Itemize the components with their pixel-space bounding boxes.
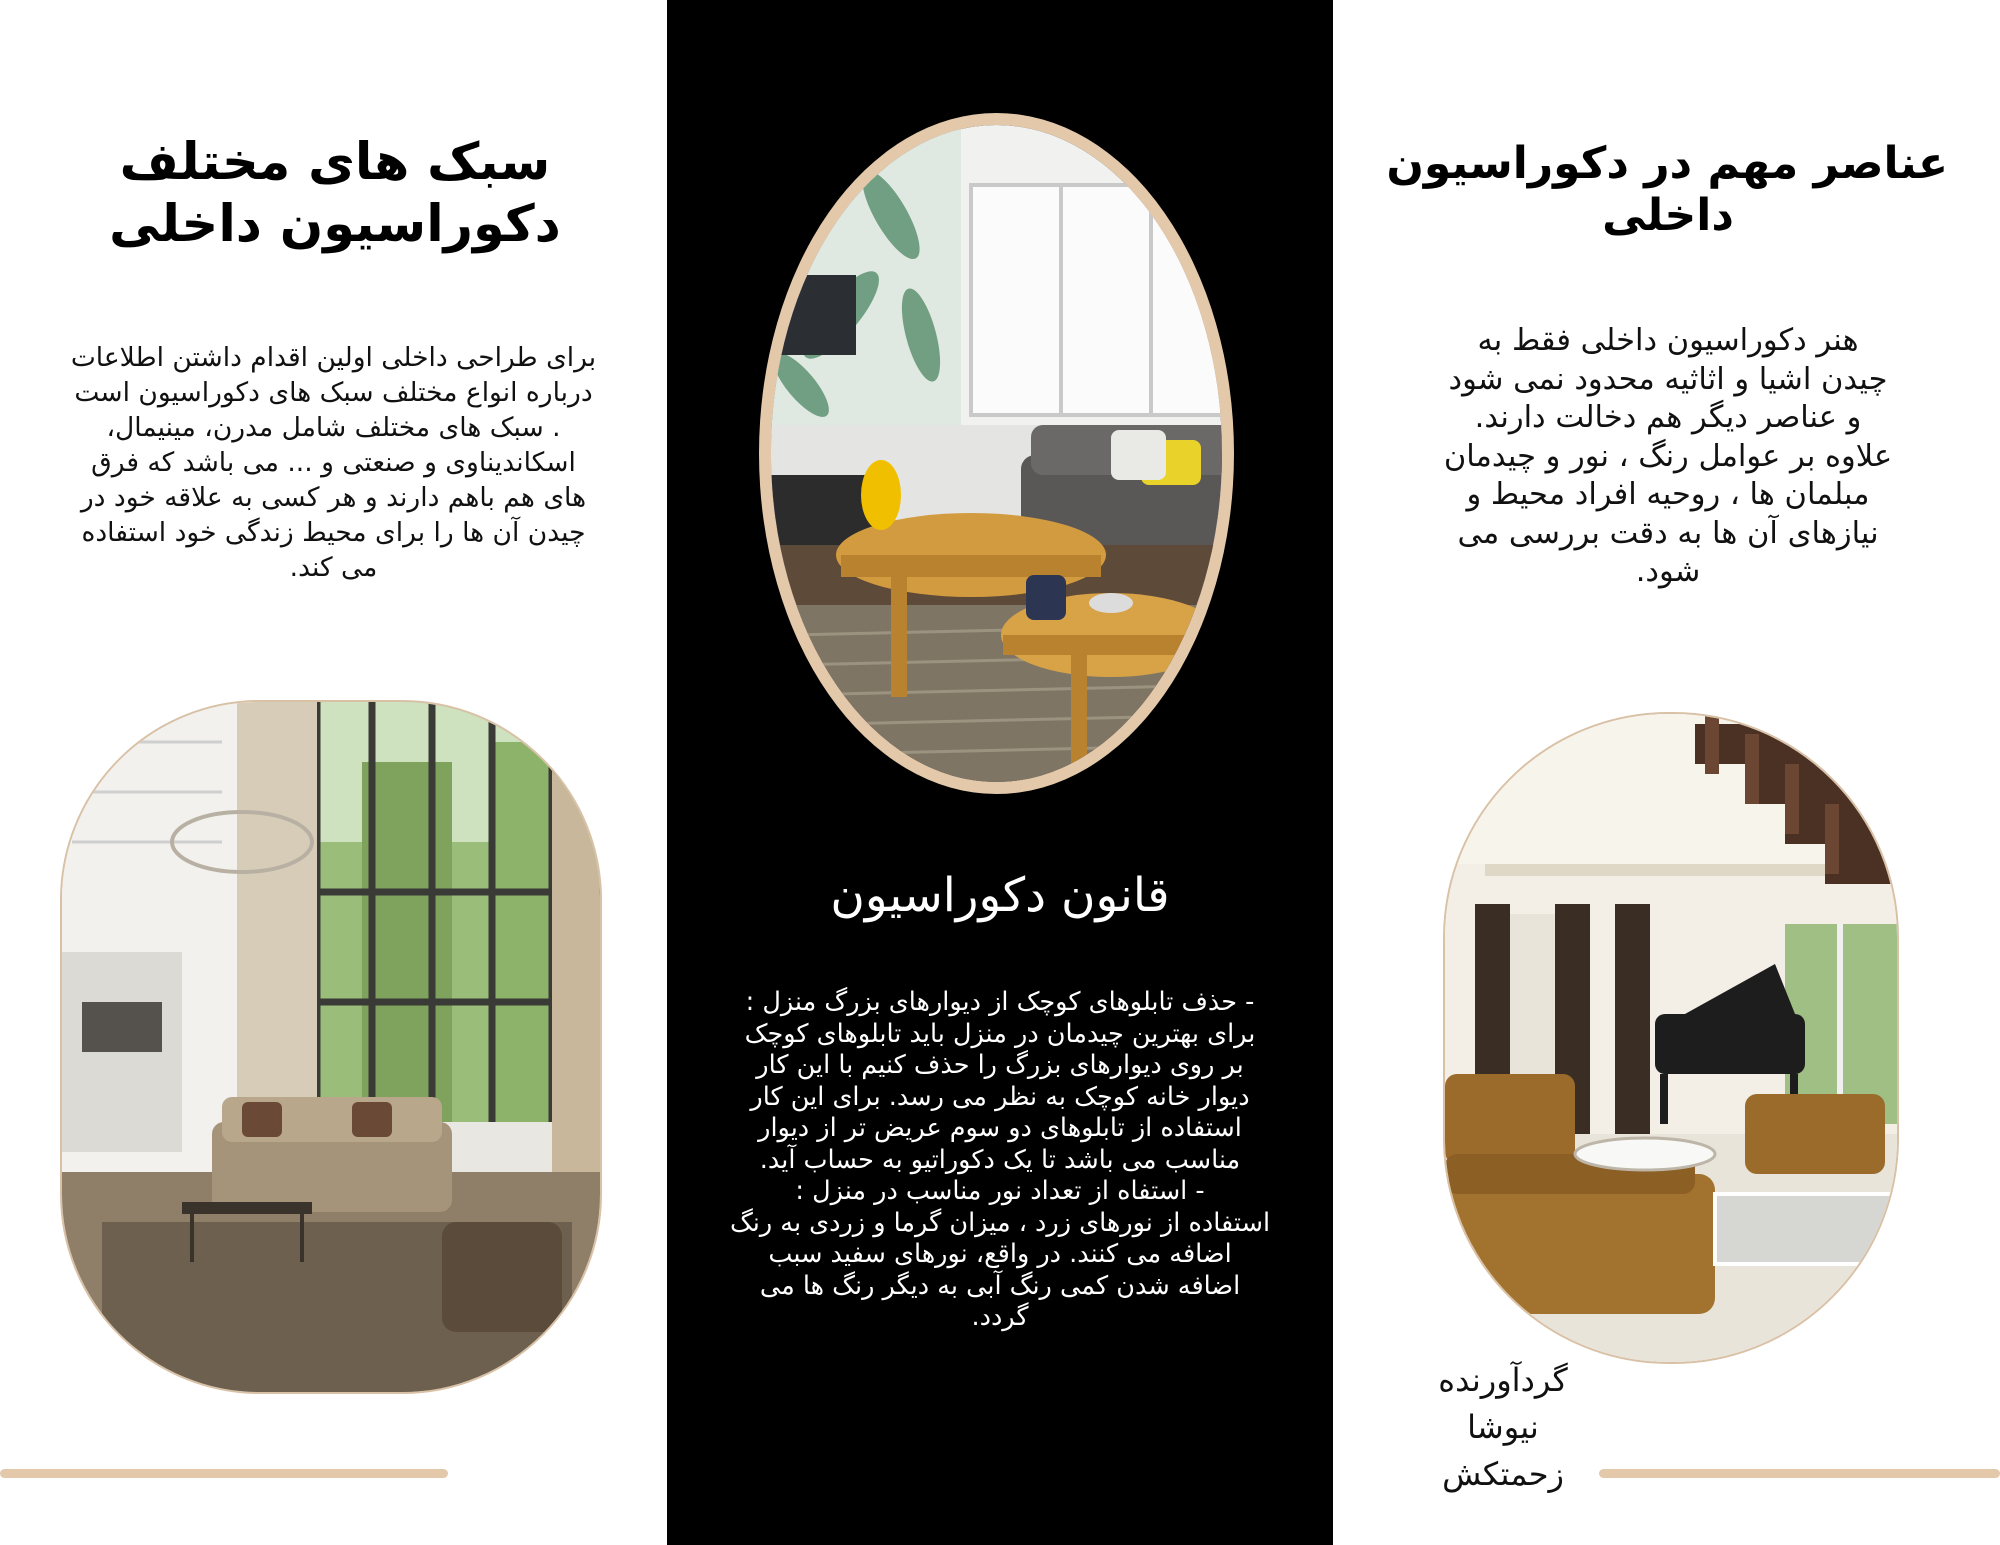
middle-body-line: بر روی دیوارهای بزرگ را حذف کنیم با این کار bbox=[756, 1050, 1244, 1080]
right-body-line: علاوه بر عوامل رنگ ، نور و چیدمان bbox=[1443, 438, 1893, 474]
left-body-line: برای طراحی داخلی اولین اقدام داشتن اطلاعات bbox=[70, 342, 597, 373]
middle-body-line: اضافه می کنند. در واقع، نورهای سفید سبب bbox=[768, 1239, 1232, 1269]
right-panel bbox=[1333, 0, 2000, 1545]
right-body-line: چیدن اشیا و اثاثیه محدود نمی شود bbox=[1448, 361, 1888, 397]
grand-piano-room-photo bbox=[1443, 712, 1899, 1364]
right-body bbox=[1368, 322, 1968, 592]
middle-body bbox=[667, 987, 1333, 1334]
middle-body-line: استفاده از نورهای زرد ، میزان گرما و زردی به رنگ bbox=[729, 1207, 1271, 1238]
right-body-line: نیازهای آن ها به دقت بررسی می bbox=[1457, 515, 1879, 551]
left-title-line: دکوراسیون داخلی bbox=[109, 195, 561, 254]
right-title-line: داخلی bbox=[1602, 190, 1734, 241]
left-body bbox=[0, 340, 667, 585]
living-room-photo bbox=[60, 700, 602, 1394]
right-body-line: مبلمان ها ، روحیه افراد محیط و bbox=[1466, 477, 1870, 512]
left-body-line: اسکاندیناوی و صنعتی و ... می باشد که فرق bbox=[91, 447, 576, 478]
left-title-line: سبک های مختلف bbox=[119, 133, 551, 192]
author-last-name: زحمتکش bbox=[1442, 1455, 1564, 1493]
right-body-line: و عناصر دیگر هم دخالت دارند. bbox=[1474, 400, 1862, 435]
right-title-line: عناصر مهم در دکوراسیون bbox=[1386, 138, 1948, 189]
right-accent-rule bbox=[1599, 1469, 2000, 1478]
middle-body-line: برای بهترین چیدمان در منزل باید تابلوهای کوچک bbox=[744, 1018, 1256, 1049]
middle-panel bbox=[667, 0, 1333, 1545]
left-body-line: درباره انواع مختلف سبک های دکوراسیون است bbox=[74, 377, 593, 408]
left-body-line: . سبک های مختلف شامل مدرن، مینیمال، bbox=[106, 412, 561, 443]
middle-body-line: اضافه شدن کمی رنگ آبی به دیگر رنگ ها می bbox=[759, 1270, 1241, 1301]
left-body-line: های هم باهم دارند و هر کسی به علاقه خود در bbox=[80, 482, 587, 513]
left-accent-rule bbox=[0, 1469, 448, 1478]
left-panel bbox=[0, 0, 667, 1545]
middle-body-line: گردد. bbox=[971, 1302, 1029, 1332]
middle-body-line: - حذف تابلوهای کوچک از دیوارهای بزرگ منزل : bbox=[745, 987, 1255, 1017]
coffee-table-photo bbox=[759, 113, 1234, 794]
left-body-line: می کند. bbox=[289, 552, 378, 583]
right-title bbox=[1388, 138, 1948, 242]
left-title bbox=[60, 132, 610, 256]
middle-body-line: دیوار خانه کوچک به نظر می رسد. برای این کار bbox=[750, 1081, 1250, 1112]
middle-body-line: استفاده از تابلوهای دو سوم عریض تر از دیوار bbox=[758, 1113, 1242, 1143]
middle-body-line: - استفاه از تعداد نور مناسب در منزل : bbox=[795, 1176, 1205, 1206]
middle-body-line: مناسب می باشد تا یک دکوراتیو به حساب آید. bbox=[759, 1144, 1241, 1175]
right-body-line: هنر دکوراسیون داخلی فقط به bbox=[1477, 323, 1859, 358]
right-body-line: شود. bbox=[1635, 554, 1701, 589]
author-first-name: نیوشا bbox=[1467, 1408, 1539, 1446]
left-body-line: چیدن آن ها را برای محیط زندگی خود استفاده bbox=[81, 517, 586, 548]
middle-title: قانون دکوراسیون bbox=[830, 868, 1170, 923]
author-label: گردآورنده bbox=[1438, 1361, 1568, 1399]
